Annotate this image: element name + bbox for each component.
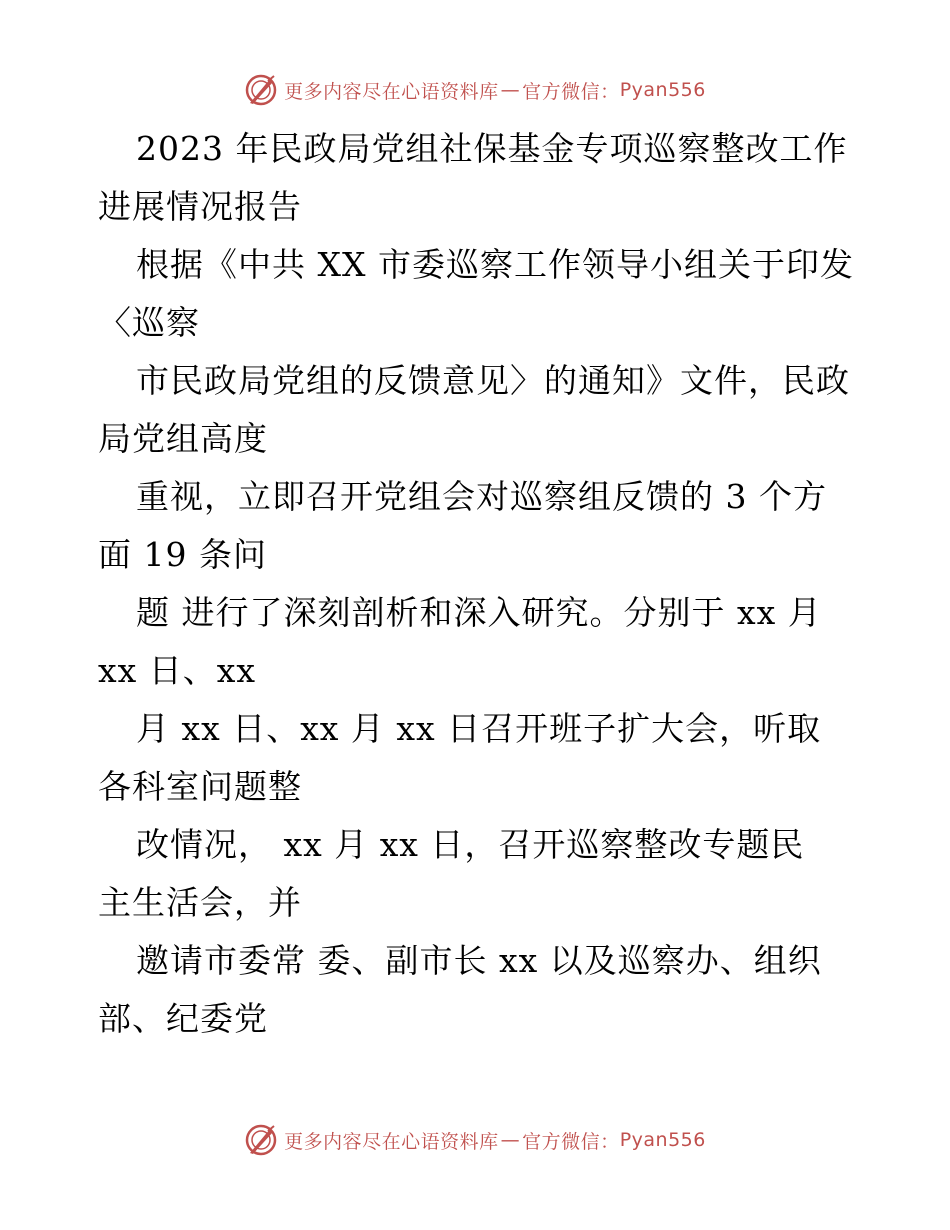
- banner-wechat-label: 官方微信：: [522, 80, 620, 103]
- banner-wechat-label: 官方微信：: [522, 1130, 620, 1153]
- doc-line-14: 主生活会，并: [98, 883, 302, 922]
- banner-separator: —: [500, 79, 521, 101]
- doc-line-10: xx 日、xx: [98, 651, 256, 690]
- doc-line-7: 重视，立即召开党组会对巡察组反馈的 3 个方: [136, 477, 827, 516]
- banner-wechat-id: Pyan556: [619, 1129, 706, 1151]
- header-watermark-banner: [0, 70, 950, 110]
- doc-line-16: 部、纪委党: [98, 999, 268, 1038]
- document-body: [98, 120, 868, 1048]
- quill-logo-icon: [244, 73, 278, 107]
- doc-line-title-2: 进展情况报告: [98, 187, 302, 226]
- banner-text: 更多内容尽在心语资料库: [284, 1130, 499, 1153]
- doc-line-title-1: 2023 年民政局党组社保基金专项巡察整改工作: [136, 129, 848, 168]
- doc-line-15: 邀请市委常 委、副市长 xx 以及巡察办、组织: [136, 941, 822, 980]
- doc-line-4: 〈巡察: [98, 303, 200, 342]
- banner-separator: —: [500, 1129, 521, 1151]
- doc-line-12: 各科室问题整: [98, 767, 302, 806]
- banner-text: 更多内容尽在心语资料库: [284, 80, 499, 103]
- quill-logo-icon: [244, 1123, 278, 1157]
- footer-watermark-banner: [0, 1120, 950, 1160]
- banner-wechat-id: Pyan556: [619, 79, 706, 101]
- doc-line-5: 市民政局党组的反馈意见〉的通知》文件，民政: [136, 361, 850, 400]
- doc-line-8: 面 19 条问: [98, 535, 267, 574]
- doc-line-11: 月 xx 日、xx 月 xx 日召开班子扩大会，听取: [136, 709, 822, 748]
- doc-line-13: 改情况， xx 月 xx 日，召开巡察整改专题民: [136, 825, 805, 864]
- doc-line-6: 局党组高度: [98, 419, 268, 458]
- doc-line-9: 题 进行了深刻剖析和深入研究。分别于 xx 月: [136, 593, 822, 632]
- doc-line-3: 根据《中共 XX 市委巡察工作领导小组关于印发: [136, 245, 854, 284]
